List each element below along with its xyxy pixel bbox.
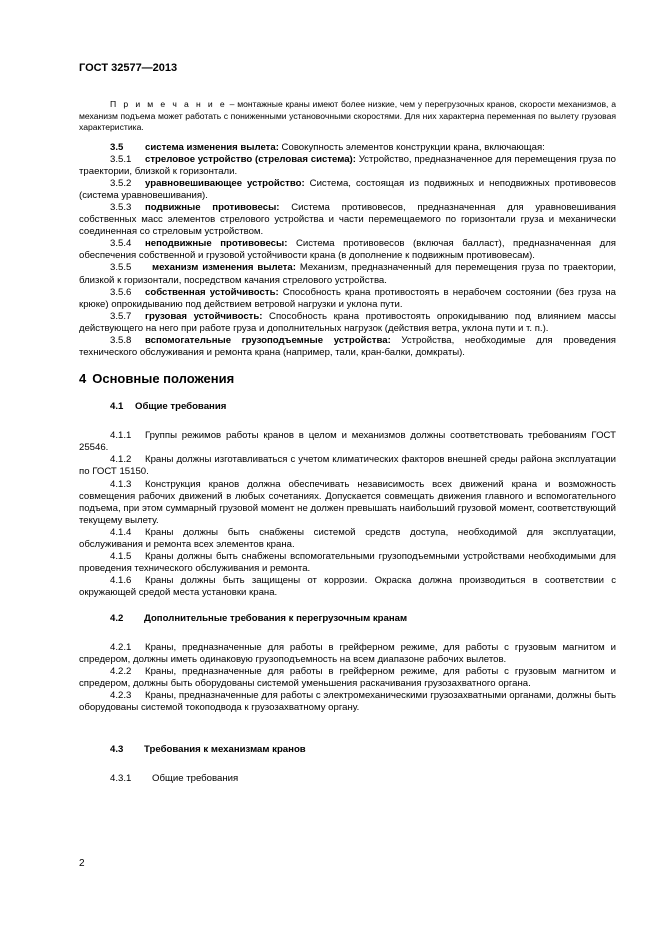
definition-item [79,262,616,286]
definition-text: Устройство, предназначенное для перемещения груза по траектории, близкой к горизонтали. [79,153,616,177]
definition-term: вспомогательные грузоподъемные устройства: [145,335,391,346]
requirement-number: 4.1.5 [110,551,132,563]
definition-text: Устройства, необходимые для проведения технического обслуживания и ремонта крана (например, тали, кран-балки, домкраты). [79,335,616,359]
requirement-number: 4.2.1 [110,641,132,653]
requirement-item [79,551,616,575]
requirement-item [79,527,616,551]
definition-term: стреловое устройство (стреловая система): [145,153,356,165]
definition-item [79,287,616,311]
definition-text: Система, состоящая из подвижных и неподвижных противовесов (система уравновешивания). [79,177,616,201]
definition-item [79,178,616,202]
requirement-text: Краны должны изготавливаться с учетом климатических факторов внешней среды района эксплуатации по ГОСТ 15150. [79,454,616,478]
note-text: – монтажные краны имеют более низкие, чем у перегрузочных кранов, скорости механизмов, а механизм подъема может работать с пониженными установочными скоростями. Для них характерна переменная по вылету грузовая характеристика. [79,99,616,132]
requirement-number: 4.1.2 [110,454,132,466]
subsection-4-2-heading: 4.2 Дополнительные требования к перегрузочным кранам [110,612,408,624]
definition-text: Способность крана противостоять в нерабочем состоянии (без груза на крюке) опрокидыванию под действием ветровой нагрузки и уклона пути. [79,286,616,310]
definition-item [79,238,616,262]
page-number: 2 [79,858,85,869]
definition-number: 3.5 [110,141,124,153]
definition-number: 3.5.1 [110,153,132,165]
requirement-text: Краны должны быть защищены от коррозии. Окраска должна производиться в соответствии с окружающей средой места установки крана. [79,575,616,599]
requirement-number: 4.3.1 [110,773,132,785]
requirement-number: 4.1.1 [110,430,132,442]
requirement-number: 4.2.2 [110,665,132,677]
definition-item [79,202,616,238]
definition-text: Система противовесов (включая балласт), предназначенная для обеспечения собственной и грузовой устойчивости крана (в дополнение к подвижным противовесам). [79,238,616,262]
requirement-text: Общие требования [152,773,239,785]
definition-item [79,335,616,359]
note-label: П р и м е ч а н и е [110,99,227,109]
requirement-item [79,642,616,666]
definition-term: система изменения вылета: [145,141,279,153]
requirement-text: Краны, предназначенные для работы в грейферном режиме, для работы с грузовым магнитом и спредером, должны быть оборудованы системой уменьшения раскачивания грузозахватного органа. [79,665,616,689]
definition-term: собственная устойчивость: [145,286,279,298]
note-paragraph [79,99,616,134]
definition-number: 3.5.6 [110,286,132,298]
definition-item [79,154,616,178]
definition-text: Система противовесов, предназначенная для уравновешивания собственных масс элементов стрелового устройства и части перемещаемого по горизонтали груза и механически соединенная со стреловым устройством. [79,201,617,238]
definitions-list [79,142,616,360]
subsection-4-1-heading: 4.1 Общие требования [110,401,227,413]
requirement-text: Группы режимов работы кранов в целом и механизмов должны соответствовать требованиям ГОСТ 25546. [79,430,616,454]
definition-number: 3.5.3 [110,201,132,213]
definition-number: 3.5.7 [110,310,132,322]
definition-text: Механизм, предназначенный для перемещения груза по траектории, близкой к горизонтали, посредством качания стрелового устройства. [79,262,616,286]
requirement-number: 4.2.3 [110,689,132,701]
definition-term: подвижные противовесы: [145,201,280,213]
requirement-text: Краны, предназначенные для работы в грейферном режиме, для работы с грузовым магнитом и спредером, должны иметь одинаковую грузоподъемность на всем диапазоне рабочих вылетов. [79,641,616,665]
requirement-number: 4.1.6 [110,575,132,587]
requirement-item [79,575,616,599]
section-4-heading: 4 Основные положения [79,371,235,387]
document-header: ГОСТ 32577—2013 [79,62,178,74]
definition-text: Способность крана противостоять опрокидыванию под влиянием массы действующего на него при работе груза и дополнительных нагрузок (действия ветра, уклона пути и т. п.). [79,310,616,334]
definition-item [79,142,616,154]
requirement-item [79,690,616,714]
definition-number: 3.5.4 [110,238,132,250]
definition-number: 3.5.2 [110,177,132,189]
requirements-4-1-list [79,430,616,599]
requirement-item [79,479,616,527]
requirement-text: Краны, предназначенные для работы с электромеханическими грузозахватными органами, должны быть оборудованы системой токоподвода к грузозахватному органу. [79,689,616,713]
page-content [79,99,616,785]
requirement-text: Краны должны быть снабжены системой средств доступа, необходимой для эксплуатации, обслуживания и ремонта всех элементов крана. [79,526,616,551]
definition-item [79,311,616,335]
definition-term: неподвижные противовесы: [145,238,288,250]
definition-term: уравновешивающее устройство: [145,177,305,189]
requirement-item [79,454,616,478]
requirement-item [79,773,616,785]
requirement-text: Конструкция кранов должна обеспечивать независимость всех движений крана и возможность совмещения рабочих движений в любых сочетаниях. Допускается совмещать движения главного и вспомогательного подъема, при этом суммарный грузовой момент не должен превышать наибольший грузовой момент, соответствующий текущему вылету. [79,478,616,526]
requirements-4-2-list [79,642,616,715]
definition-term: грузовая устойчивость: [145,310,263,322]
requirement-number: 4.1.4 [110,526,132,538]
requirement-number: 4.1.3 [110,478,132,490]
definition-number: 3.5.8 [110,335,132,346]
requirement-item [79,666,616,690]
requirement-item [79,430,616,454]
definition-text: Совокупность элементов конструкции крана, включающая: [278,141,545,153]
definition-number: 3.5.5 [110,262,132,274]
requirement-text: Краны должны быть снабжены вспомогательными грузоподъемными устройствами необходимыми для проведения технического обслуживания и ремонта. [79,551,616,575]
subsection-4-3-heading: 4.3 Требования к механизмам кранов [110,744,306,756]
definition-term: механизм изменения вылета: [152,262,296,274]
